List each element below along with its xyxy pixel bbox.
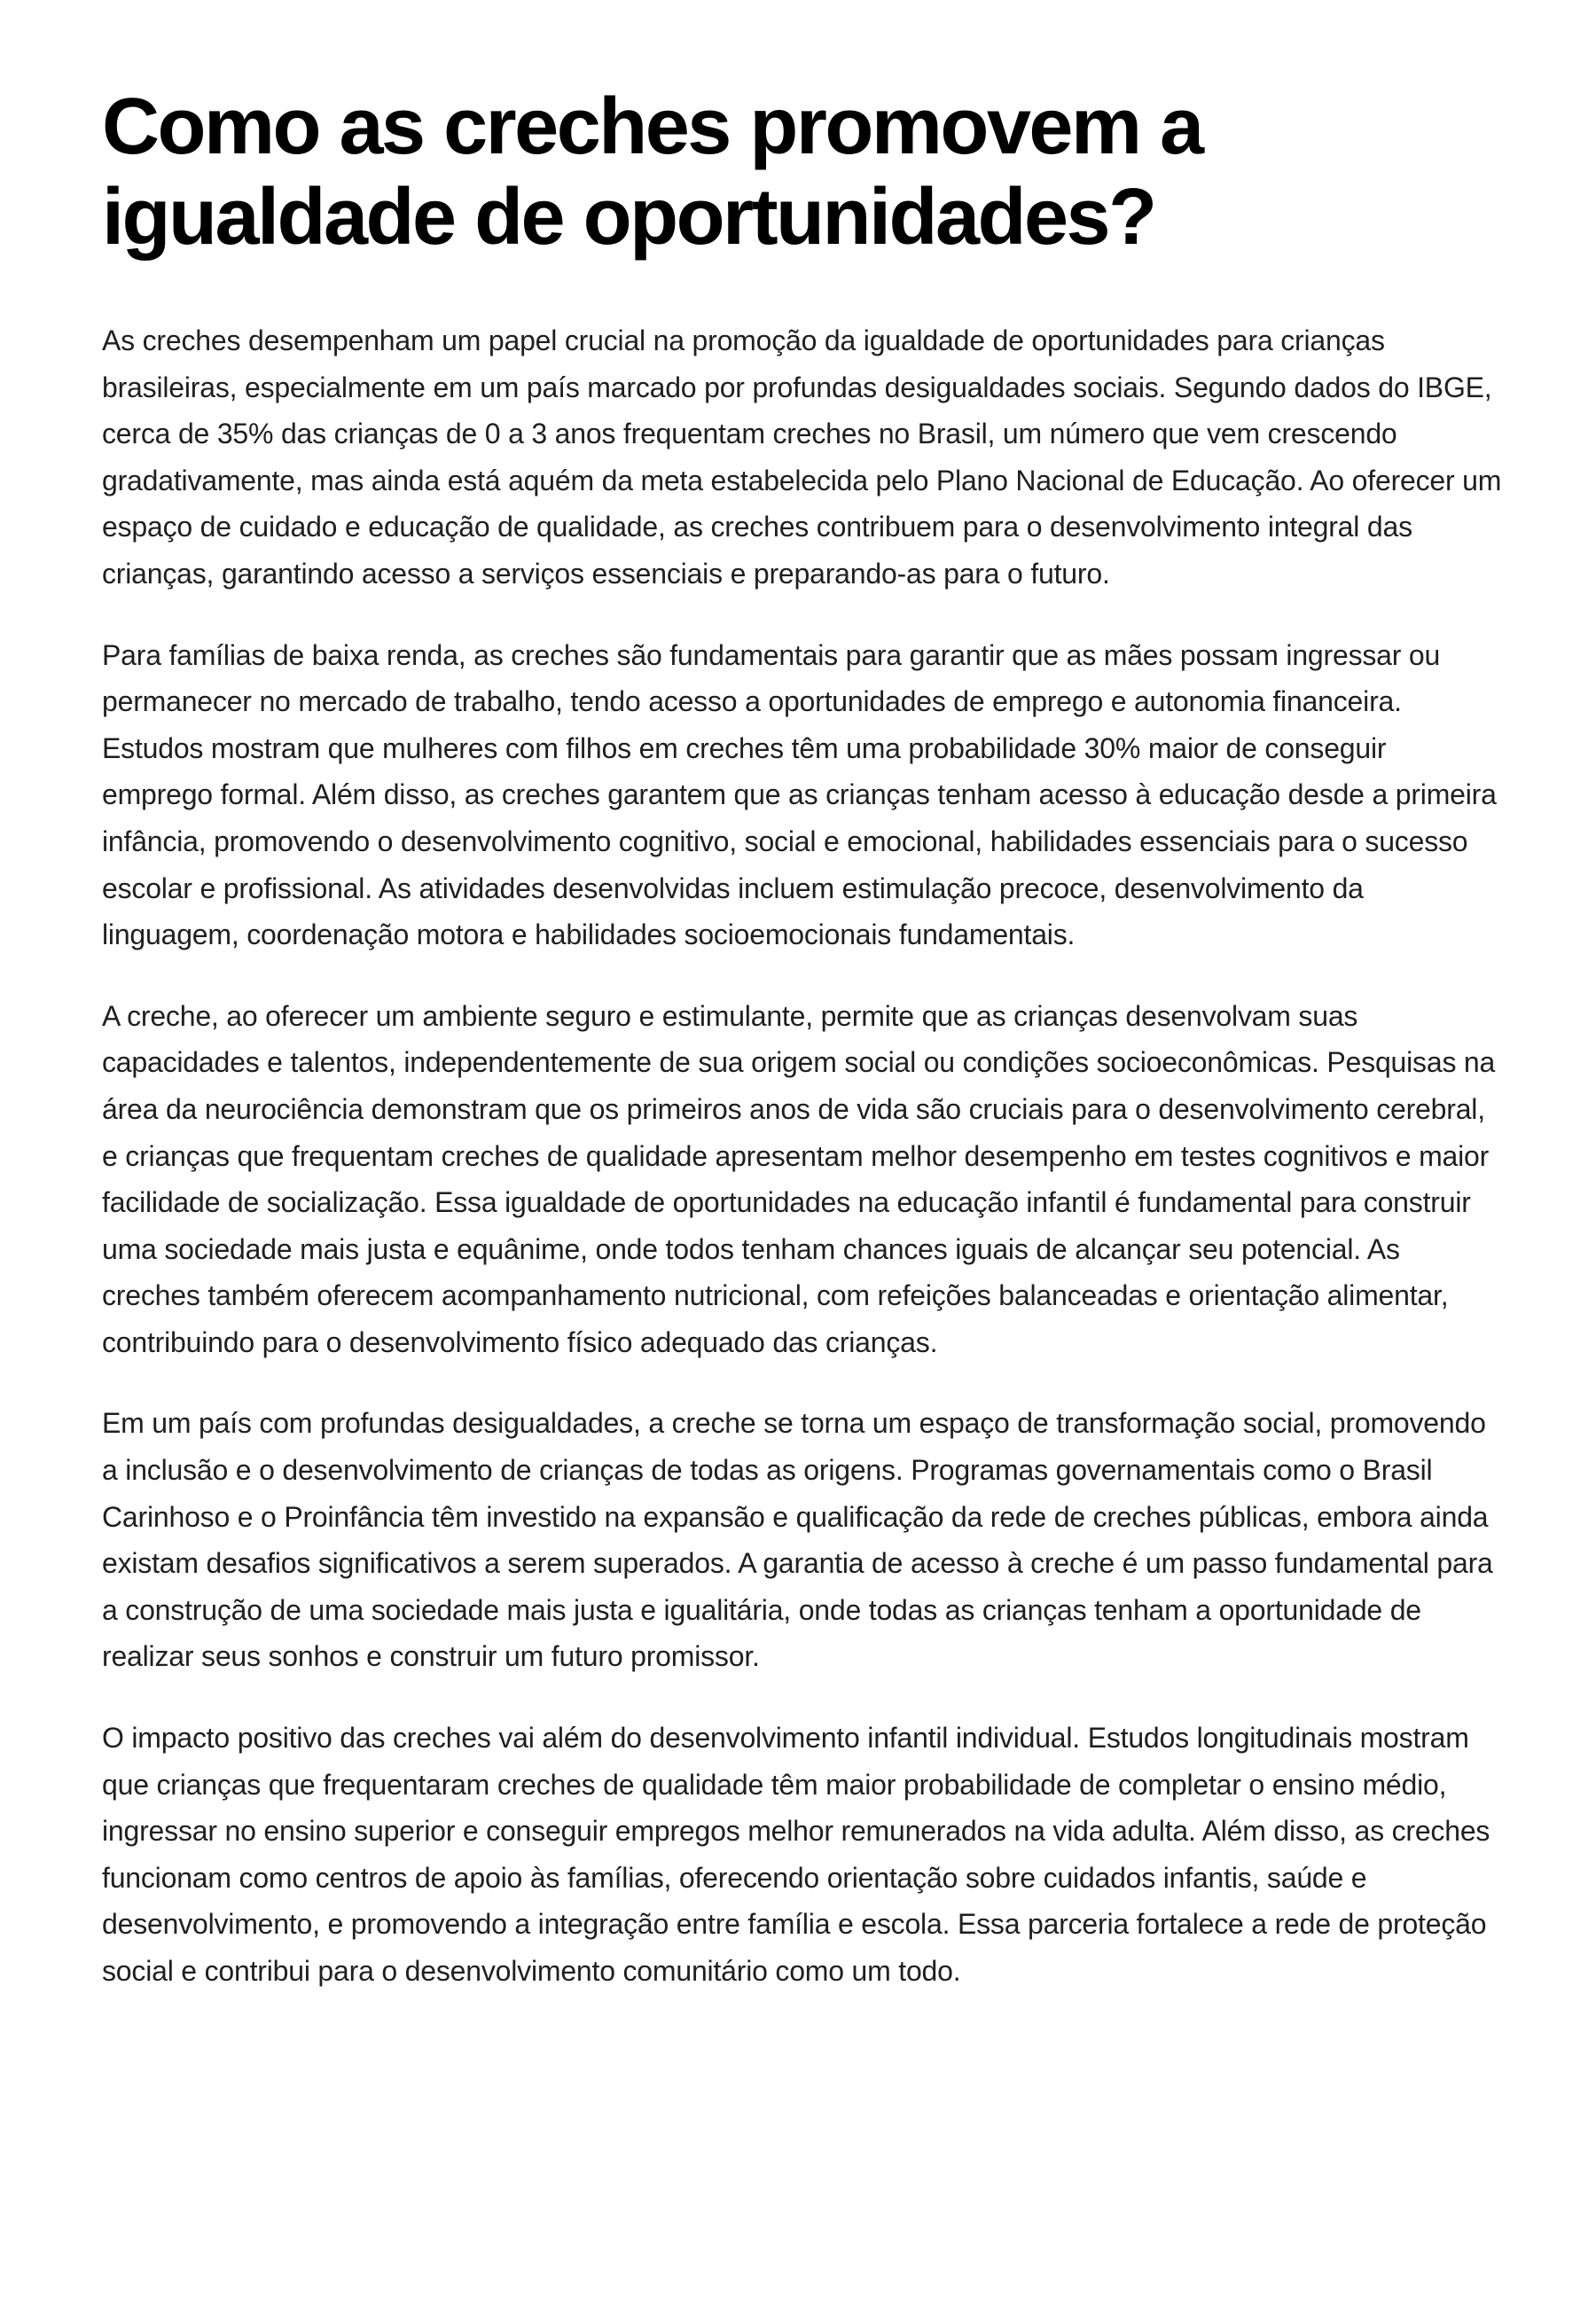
paragraph-3: A creche, ao oferecer um ambiente seguro e estimulante, permite que as crianças desenvolvam suas capacidades e talentos, independentemente de sua origem social ou condições socioeconômicas. Pesquisas na área da neurociência demonstram que os primeiros anos de vida são cruciais para o desenvolvimento cerebral, e crianças que frequentam creches de qualidade apresentam melhor desempenho em testes cognitivos e maior facilidade de socialização. Essa igualdade de oportunidades na educação infantil é fundamental para construir uma sociedade mais justa e equânime, onde todos tenham chances iguais de alcançar seu potencial. As creches também oferecem acompanhamento nutricional, com refeições balanceadas e orientação alimentar, contribuindo para o desenvolvimento físico adequado das crianças. (102, 999, 1496, 1358)
article-body (102, 317, 1503, 1995)
paragraph-1: As creches desempenham um papel crucial na promoção da igualdade de oportunidades para crianças brasileiras, especialmente em um país marcado por profundas desigualdades sociais. Segundo dados do IBGE, cerca de 35% das crianças de 0 a 3 anos frequentam creches no Brasil, um número que vem crescendo gradativamente, mas ainda está aquém da meta estabelecida pelo Plano Nacional de Educação. Ao oferecer um espaço de cuidado e educação de qualidade, as creches contribuem para o desenvolvimento integral das crianças, garantindo acesso a serviços essenciais e preparando-as para o futuro. (102, 324, 1502, 590)
paragraph-5: O impacto positivo das creches vai além do desenvolvimento infantil individual. Estudos longitudinais mostram que crianças que frequentaram creches de qualidade têm maior probabilidade de completar o ensino médio, ingressar no ensino superior e conseguir empregos melhor remunerados na vida adulta. Além disso, as creches funcionam como centros de apoio às famílias, oferecendo orientação sobre cuidados infantis, saúde e desenvolvimento, e promovendo a integração entre família e escola. Essa parceria fortalece a rede de proteção social e contribui para o desenvolvimento comunitário como um todo. (102, 1722, 1490, 1987)
document-page (102, 82, 1503, 2029)
paragraph-2: Para famílias de baixa renda, as creches são fundamentais para garantir que as mães possam ingressar ou permanecer no mercado de trabalho, tendo acesso a oportunidades de emprego e autonomia financeira. Estudos mostram que mulheres com filhos em creches têm uma probabilidade 30% maior de conseguir emprego formal. Além disso, as creches garantem que as crianças tenham acesso à educação desde a primeira infância, promovendo o desenvolvimento cognitivo, social e emocional, habilidades essenciais para o sucesso escolar e profissional. As atividades desenvolvidas incluem estimulação precoce, desenvolvimento da linguagem, coordenação motora e habilidades socioemocionais fundamentais. (102, 638, 1497, 951)
page-title: Como as creches promovem a igualdade de oportunidades? (102, 82, 1202, 262)
paragraph-4: Em um país com profundas desigualdades, a creche se torna um espaço de transformação social, promovendo a inclusão e o desenvolvimento de crianças de todas as origens. Programas governamentais como o Brasil Carinhoso e o Proinfância têm investido na expansão e qualificação da rede de creches públicas, embora ainda existam desafios significativos a serem superados. A garantia de acesso à creche é um passo fundamental para a construção de uma sociedade mais justa e igualitária, onde todas as crianças tenham a oportunidade de realizar seus sonhos e construir um futuro promissor. (102, 1407, 1493, 1673)
